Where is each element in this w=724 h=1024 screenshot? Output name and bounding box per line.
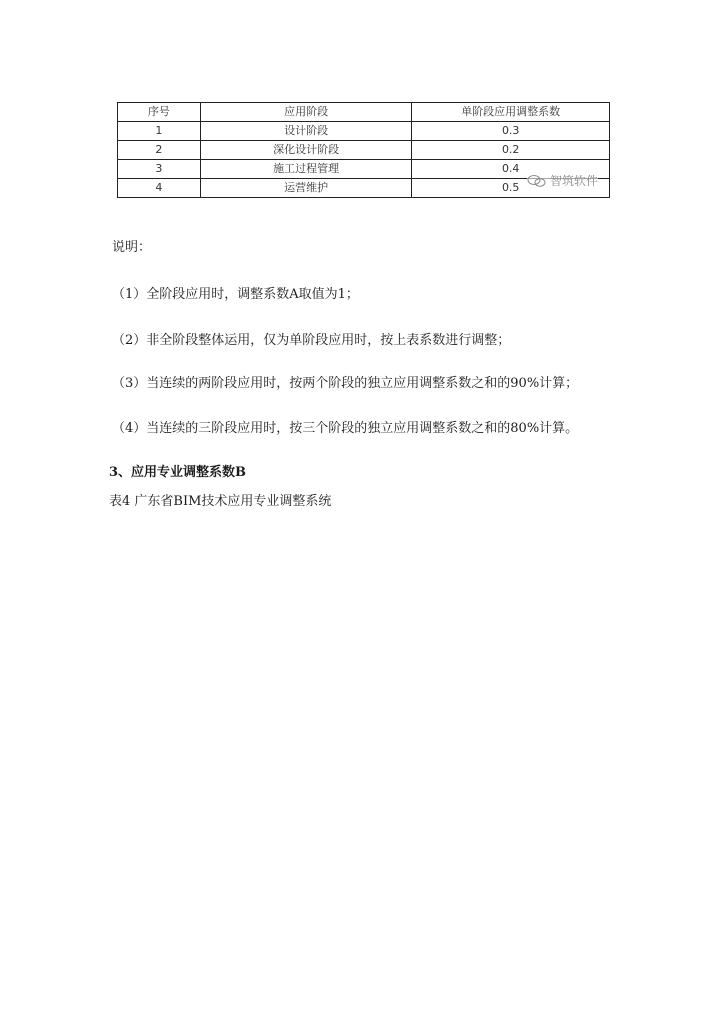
table-row xyxy=(118,122,610,141)
cell-index: 2 xyxy=(118,141,201,160)
table-header-row xyxy=(118,103,610,122)
cell-index: 1 xyxy=(118,122,201,141)
note-item: （1）全阶段应用时，调整系数A取值为1； xyxy=(112,287,359,302)
note-item: （2）非全阶段整体运用，仅为单阶段应用时，按上表系数进行调整； xyxy=(112,333,511,348)
section-heading: 3、应用专业调整系数B xyxy=(109,465,247,480)
header-coefficient: 单阶段应用调整系数 xyxy=(412,103,610,122)
cell-coefficient: 0.5 xyxy=(412,179,610,198)
header-index: 序号 xyxy=(118,103,201,122)
cell-stage: 施工过程管理 xyxy=(200,160,412,179)
watermark-text: 智筑软件 xyxy=(550,174,599,188)
cell-index: 4 xyxy=(118,179,201,198)
notes-label: 说明： xyxy=(112,240,152,255)
cell-coefficient: 0.2 xyxy=(412,141,610,160)
table-caption: 表4 广东省BIM技术应用专业调整系统 xyxy=(109,494,332,509)
note-item: （3）当连续的两阶段应用时，按两个阶段的独立应用调整系数之和的90%计算； xyxy=(112,376,579,391)
table-row xyxy=(118,141,610,160)
watermark xyxy=(527,172,598,189)
cell-index: 3 xyxy=(118,160,201,179)
header-stage: 应用阶段 xyxy=(200,103,412,122)
note-item: （4）当连续的三阶段应用时，按三个阶段的独立应用调整系数之和的80%计算。 xyxy=(112,421,579,436)
cell-coefficient: 0.4 xyxy=(412,160,610,179)
cell-stage: 运营维护 xyxy=(200,179,412,198)
cell-coefficient: 0.3 xyxy=(412,122,610,141)
cell-stage: 设计阶段 xyxy=(200,122,412,141)
cell-stage: 深化设计阶段 xyxy=(200,141,412,160)
wechat-icon xyxy=(527,174,547,188)
